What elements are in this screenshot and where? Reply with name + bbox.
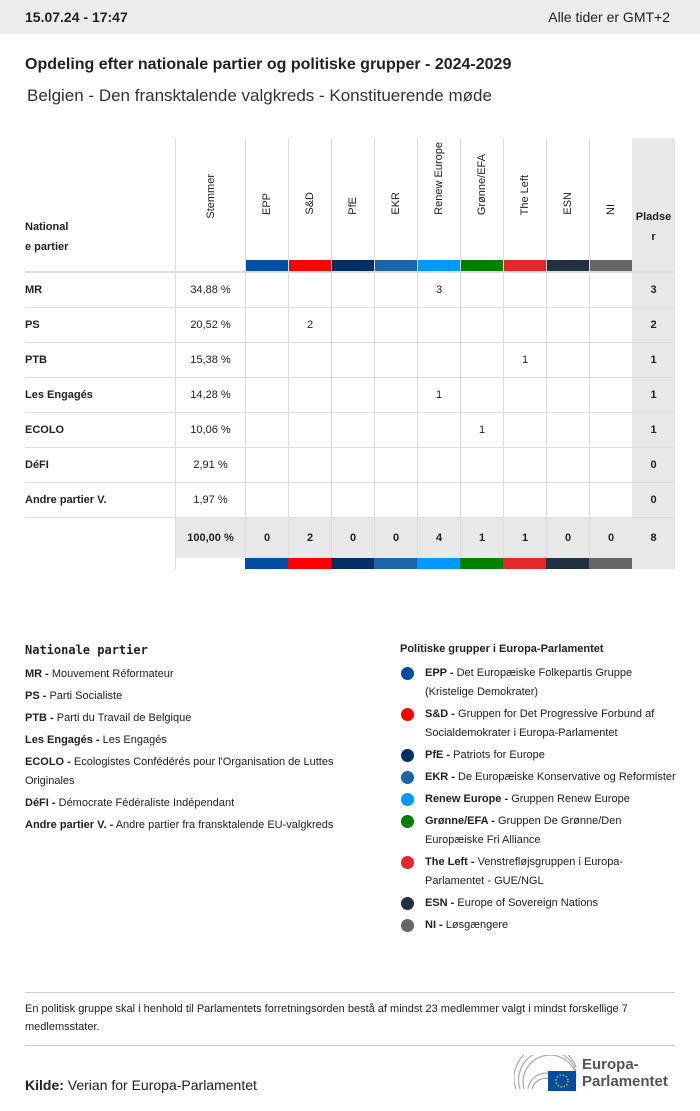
color-dot-icon bbox=[401, 815, 414, 828]
header-group-0 bbox=[245, 138, 288, 271]
datetime: 15.07.24 - 17:47 bbox=[25, 9, 128, 25]
group-seats bbox=[245, 483, 288, 517]
group-seats bbox=[546, 483, 589, 517]
legend-full: Venstrefløjsgruppen i Europa-Parlamentet - GUE/NGL bbox=[425, 856, 624, 887]
group-seats bbox=[245, 448, 288, 482]
group-name: NI bbox=[605, 204, 617, 215]
color-dot-icon bbox=[401, 771, 414, 784]
legend-full: Gruppen De Grønne/Den Europæiske Fri Alliance bbox=[425, 815, 622, 846]
legend-abbr: S&D - bbox=[425, 708, 455, 720]
color-dot-icon bbox=[401, 749, 414, 762]
legend-abbr: PS - bbox=[25, 690, 47, 702]
header-text: National bbox=[25, 221, 69, 233]
legend-text bbox=[425, 894, 598, 913]
legend-abbr: ECOLO - bbox=[25, 756, 71, 768]
group-total-seats: 1 bbox=[460, 518, 503, 558]
group-color-bar bbox=[246, 260, 288, 271]
legend-item bbox=[25, 665, 385, 684]
totals-row bbox=[25, 518, 675, 558]
group-seats bbox=[374, 273, 417, 307]
source-text: Verian for Europa-Parlamentet bbox=[67, 1077, 257, 1093]
group-seats bbox=[288, 343, 331, 377]
group-seats bbox=[417, 483, 460, 517]
total-seats: 1 bbox=[632, 413, 675, 447]
legend-title: Politiske grupper i Europa-Parlamentet bbox=[400, 643, 604, 655]
group-name: PfE bbox=[347, 197, 359, 215]
group-seats bbox=[503, 378, 546, 412]
legend-text bbox=[425, 916, 508, 935]
legend-abbr: Grønne/EFA - bbox=[425, 815, 495, 827]
vote-share: 10,06 % bbox=[175, 413, 245, 447]
legend-full: Patriots for Europe bbox=[453, 749, 545, 761]
page-title: Opdeling efter nationale partier og politiske grupper - 2024-2029 bbox=[25, 56, 512, 73]
table-row bbox=[25, 273, 675, 308]
legend-abbr: Renew Europe - bbox=[425, 793, 509, 805]
group-seats bbox=[546, 378, 589, 412]
group-seats: 1 bbox=[503, 343, 546, 377]
vote-share: 20,52 % bbox=[175, 308, 245, 342]
color-dot-icon bbox=[401, 919, 414, 932]
total-votes: 100,00 % bbox=[175, 518, 245, 558]
color-dot-icon bbox=[401, 897, 414, 910]
legend-item bbox=[400, 916, 680, 935]
group-seats bbox=[417, 448, 460, 482]
party-name: DéFI bbox=[25, 459, 49, 471]
group-seats bbox=[503, 308, 546, 342]
group-seats bbox=[460, 273, 503, 307]
group-seats bbox=[546, 448, 589, 482]
group-seats bbox=[374, 378, 417, 412]
header-group-5 bbox=[460, 138, 503, 271]
total-seats: 1 bbox=[632, 343, 675, 377]
header-votes bbox=[175, 138, 245, 271]
footnote: En politisk gruppe skal i henhold til Parlamentets forretningsorden bestå af mindst 23 medlemmer valgt i mindst forskellige 7 medlemsstater. bbox=[25, 1003, 628, 1033]
legend-abbr: The Left - bbox=[425, 856, 475, 868]
group-color-bar bbox=[590, 260, 632, 271]
legend-full: Parti du Travail de Belgique bbox=[56, 712, 192, 724]
legend-item bbox=[400, 746, 680, 765]
group-name: ESN bbox=[562, 192, 574, 215]
spacer bbox=[25, 558, 175, 569]
group-total-seats: 1 bbox=[503, 518, 546, 558]
group-seats bbox=[546, 343, 589, 377]
group-seats bbox=[288, 378, 331, 412]
total-seats: 2 bbox=[632, 308, 675, 342]
table-row bbox=[25, 483, 675, 518]
group-seats: 1 bbox=[417, 378, 460, 412]
legend-full: Démocrate Fédéraliste Indépendant bbox=[58, 797, 235, 809]
group-color-bar bbox=[374, 558, 417, 569]
group-name: EPP bbox=[261, 192, 273, 215]
legend-abbr: PTB - bbox=[25, 712, 54, 724]
group-seats bbox=[503, 483, 546, 517]
group-seats bbox=[331, 273, 374, 307]
hemicycle-icon bbox=[514, 1055, 578, 1091]
political-groups-legend bbox=[400, 643, 680, 938]
group-seats bbox=[374, 448, 417, 482]
legend-item bbox=[25, 816, 385, 835]
legend-abbr: PfE - bbox=[425, 749, 451, 761]
group-color-bar bbox=[460, 558, 503, 569]
header-group-4 bbox=[417, 138, 460, 271]
legend-full: Gruppen for Det Progressive Forbund af Socialdemokrater i Europa-Parlamentet bbox=[425, 708, 655, 739]
color-dot-icon bbox=[401, 708, 414, 721]
group-name: S&D bbox=[304, 192, 316, 215]
color-dot-icon bbox=[401, 793, 414, 806]
legend-full: Andre partier fra fransktalende EU-valgkreds bbox=[115, 819, 334, 831]
group-seats bbox=[374, 413, 417, 447]
group-seats bbox=[460, 483, 503, 517]
legend-item bbox=[400, 790, 680, 809]
group-seats bbox=[589, 273, 632, 307]
header-text: Pladse bbox=[635, 211, 672, 223]
group-name: The Left bbox=[519, 174, 531, 215]
legend-text bbox=[425, 768, 676, 787]
group-seats bbox=[245, 273, 288, 307]
group-color-bar bbox=[461, 260, 503, 271]
group-seats: 2 bbox=[288, 308, 331, 342]
vote-share: 14,28 % bbox=[175, 378, 245, 412]
legend-full: Gruppen Renew Europe bbox=[511, 793, 630, 805]
group-seats bbox=[546, 413, 589, 447]
timezone-note: Alle tider er GMT+2 bbox=[548, 9, 670, 25]
group-seats bbox=[417, 413, 460, 447]
total-seats: 0 bbox=[632, 448, 675, 482]
header-group-7 bbox=[546, 138, 589, 271]
group-seats bbox=[589, 448, 632, 482]
europarl-logo bbox=[514, 1055, 668, 1091]
party-name: Les Engagés bbox=[25, 389, 93, 401]
legend-item bbox=[400, 853, 680, 891]
logo-text: Europa- bbox=[582, 1056, 639, 1073]
group-seats bbox=[331, 483, 374, 517]
legend-text bbox=[425, 746, 545, 765]
group-seats bbox=[245, 413, 288, 447]
legend-item bbox=[400, 894, 680, 913]
header-text: e partier bbox=[25, 241, 69, 253]
header-seats bbox=[632, 138, 675, 271]
table-row bbox=[25, 413, 675, 448]
group-seats bbox=[546, 273, 589, 307]
group-seats bbox=[460, 448, 503, 482]
group-seats bbox=[331, 413, 374, 447]
group-total-seats: 0 bbox=[589, 518, 632, 558]
divider bbox=[25, 992, 675, 993]
group-seats bbox=[589, 343, 632, 377]
group-seats bbox=[589, 413, 632, 447]
group-seats bbox=[331, 308, 374, 342]
legend-text bbox=[425, 812, 680, 850]
legend-item bbox=[25, 794, 385, 813]
group-seats bbox=[374, 308, 417, 342]
spacer bbox=[632, 558, 675, 569]
legend-abbr: DéFI - bbox=[25, 797, 56, 809]
group-seats bbox=[417, 308, 460, 342]
group-total-seats: 4 bbox=[417, 518, 460, 558]
group-seats bbox=[331, 378, 374, 412]
group-color-bar bbox=[245, 558, 288, 569]
table-row bbox=[25, 378, 675, 413]
totals-label bbox=[25, 518, 175, 558]
group-total-seats: 0 bbox=[546, 518, 589, 558]
legend-item bbox=[400, 812, 680, 850]
group-seats bbox=[331, 343, 374, 377]
group-seats: 1 bbox=[460, 413, 503, 447]
group-seats bbox=[503, 273, 546, 307]
group-seats bbox=[460, 308, 503, 342]
legend-abbr: EPP - bbox=[425, 667, 454, 679]
header-group-1 bbox=[288, 138, 331, 271]
party-name: PS bbox=[25, 319, 40, 331]
legend-abbr: MR - bbox=[25, 668, 49, 680]
legend-full: Det Europæiske Folkepartis Gruppe (Kristelige Demokrater) bbox=[425, 667, 633, 698]
group-total-seats: 2 bbox=[288, 518, 331, 558]
group-seats bbox=[417, 343, 460, 377]
legend-full: De Europæiske Konservative og Reformister bbox=[458, 771, 676, 783]
group-name: Renew Europe bbox=[433, 142, 445, 215]
group-color-bar bbox=[417, 558, 460, 569]
party-name: ECOLO bbox=[25, 424, 65, 436]
legend-item bbox=[400, 664, 680, 702]
header-text: r bbox=[651, 231, 656, 243]
legend-text bbox=[425, 853, 680, 891]
vote-share: 2,91 % bbox=[175, 448, 245, 482]
total-seats: 1 bbox=[632, 378, 675, 412]
table-row bbox=[25, 343, 675, 378]
vote-share: 34,88 % bbox=[175, 273, 245, 307]
group-seats bbox=[503, 448, 546, 482]
logo-text: Parlamentet bbox=[582, 1073, 668, 1090]
group-seats bbox=[288, 448, 331, 482]
legend-full: Europe of Sovereign Nations bbox=[457, 897, 599, 909]
national-parties-legend bbox=[25, 643, 385, 838]
legend-text bbox=[425, 790, 630, 809]
party-name: PTB bbox=[25, 354, 47, 366]
group-seats bbox=[503, 413, 546, 447]
group-name: EKR bbox=[390, 192, 402, 215]
group-seats bbox=[245, 343, 288, 377]
color-dot-icon bbox=[401, 856, 414, 869]
grand-total-seats: 8 bbox=[632, 518, 675, 558]
header-text: Stemmer bbox=[204, 174, 217, 219]
legend-item bbox=[400, 768, 680, 787]
vote-share: 15,38 % bbox=[175, 343, 245, 377]
group-color-bar bbox=[288, 558, 331, 569]
results-table bbox=[25, 138, 675, 569]
group-seats bbox=[288, 413, 331, 447]
group-seats bbox=[589, 378, 632, 412]
group-total-seats: 0 bbox=[331, 518, 374, 558]
table-row bbox=[25, 448, 675, 483]
page-subtitle: Belgien - Den fransktalende valgkreds - Konstituerende møde bbox=[27, 86, 492, 105]
group-seats bbox=[460, 343, 503, 377]
group-color-bar bbox=[504, 260, 546, 271]
header-group-6 bbox=[503, 138, 546, 271]
top-bar bbox=[0, 0, 700, 34]
group-seats bbox=[460, 378, 503, 412]
spacer bbox=[175, 558, 245, 569]
legend-full: Parti Socialiste bbox=[49, 690, 123, 702]
table-row bbox=[25, 308, 675, 343]
table-header bbox=[25, 138, 675, 273]
legend-text bbox=[425, 664, 680, 702]
group-name: Grønne/EFA bbox=[476, 153, 488, 215]
vote-share: 1,97 % bbox=[175, 483, 245, 517]
header-group-3 bbox=[374, 138, 417, 271]
legend-item bbox=[400, 705, 680, 743]
group-color-bar bbox=[332, 260, 374, 271]
header-national-parties bbox=[25, 138, 175, 271]
legend-full: Løsgængere bbox=[445, 919, 509, 931]
total-seats: 3 bbox=[632, 273, 675, 307]
header-group-8 bbox=[589, 138, 632, 271]
legend-title: Nationale partier bbox=[25, 643, 148, 657]
group-seats bbox=[288, 483, 331, 517]
legend-abbr: Andre partier V. - bbox=[25, 819, 114, 831]
group-seats: 3 bbox=[417, 273, 460, 307]
legend-abbr: EKR - bbox=[425, 771, 455, 783]
group-color-bar bbox=[547, 260, 589, 271]
group-color-bar bbox=[418, 260, 460, 271]
party-name: Andre partier V. bbox=[25, 494, 107, 506]
total-seats: 0 bbox=[632, 483, 675, 517]
group-color-bar bbox=[589, 558, 632, 569]
group-color-bar bbox=[503, 558, 546, 569]
party-name: MR bbox=[25, 284, 43, 296]
group-color-bar bbox=[375, 260, 417, 271]
bottom-color-bars bbox=[25, 558, 675, 569]
group-seats bbox=[374, 343, 417, 377]
legend-item bbox=[25, 709, 385, 728]
group-seats bbox=[374, 483, 417, 517]
divider bbox=[25, 1045, 675, 1046]
group-color-bar bbox=[331, 558, 374, 569]
group-seats bbox=[288, 273, 331, 307]
group-seats bbox=[245, 308, 288, 342]
legend-abbr: ESN - bbox=[425, 897, 455, 909]
legend-full: Mouvement Réformateur bbox=[51, 668, 174, 680]
group-total-seats: 0 bbox=[374, 518, 417, 558]
legend-abbr: NI - bbox=[425, 919, 443, 931]
group-color-bar bbox=[289, 260, 331, 271]
color-dot-icon bbox=[401, 667, 414, 680]
header-group-2 bbox=[331, 138, 374, 271]
legend-item bbox=[25, 753, 385, 791]
legend-abbr: Les Engagés - bbox=[25, 734, 100, 746]
group-seats bbox=[331, 448, 374, 482]
group-seats bbox=[589, 483, 632, 517]
group-color-bar bbox=[546, 558, 589, 569]
legend-text bbox=[425, 705, 680, 743]
source bbox=[25, 1077, 257, 1093]
group-seats bbox=[546, 308, 589, 342]
legend-item bbox=[25, 731, 385, 750]
legend-full: Les Engagés bbox=[102, 734, 167, 746]
legend-item bbox=[25, 687, 385, 706]
group-total-seats: 0 bbox=[245, 518, 288, 558]
legend-full: Ecologistes Confédérés pour l'Organisation de Luttes Originales bbox=[25, 756, 334, 787]
source-label: Kilde: bbox=[25, 1077, 64, 1093]
group-seats bbox=[245, 378, 288, 412]
group-seats bbox=[589, 308, 632, 342]
